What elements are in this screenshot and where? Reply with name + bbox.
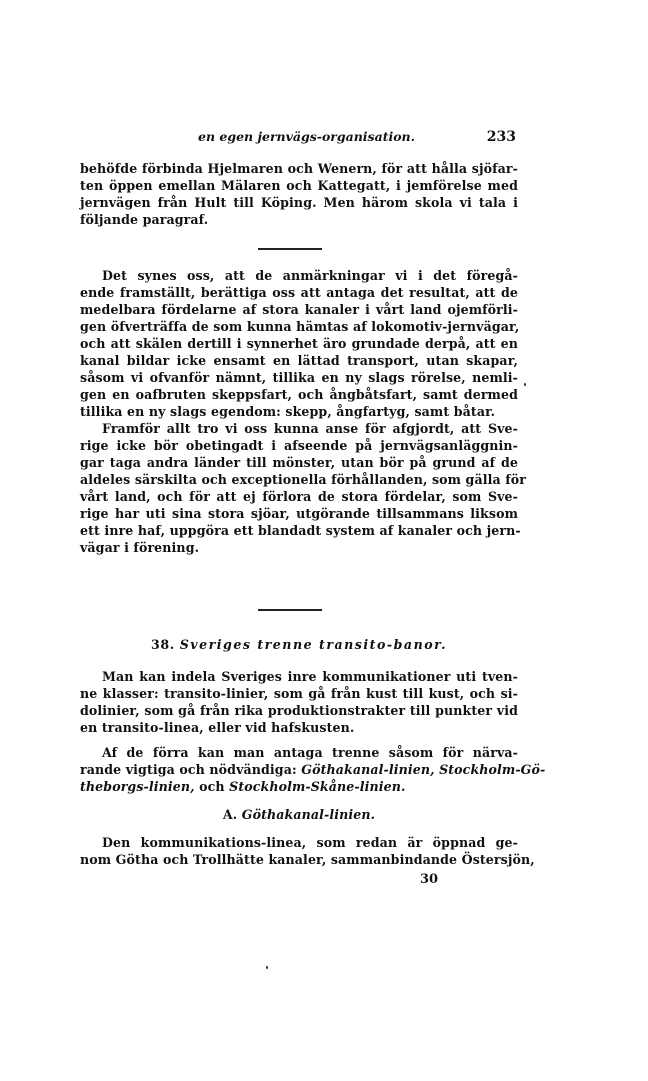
text-line: såsom vi ofvanför nämnt, tillika en ny slags rörelse, nemli- xyxy=(80,370,518,385)
text-line: rige har uti sina stora sjöar, utgörande tillsammans liksom xyxy=(80,506,518,521)
text-line: dolinier, som gå från rika produktionstrakter till punkter vid xyxy=(80,703,518,718)
emphasis-text: Stockholm-Skåne-linien. xyxy=(229,779,406,794)
section-divider xyxy=(258,248,322,250)
text-line: rige icke bör obetingadt i afseende på jernvägsanläggnin- xyxy=(80,438,518,453)
text-line: ende framställt, berättiga oss att antaga det resultat, att de xyxy=(80,285,518,300)
text-line: ett inre haf, uppgöra ett blandadt system af kanaler och jern- xyxy=(80,523,521,538)
text-line: vårt land, och för att ej förlora de stora fördelar, som Sve- xyxy=(80,489,518,504)
text-line: ne klasser: transito-linier, som gå från kust till kust, och si- xyxy=(80,686,518,701)
text-line: kanal bildar icke ensamt en lättad transport, utan skapar, xyxy=(80,353,518,368)
running-head: en egen jernvägs-organisation. xyxy=(198,129,415,144)
section-heading xyxy=(80,636,518,653)
text-fragment: och xyxy=(194,779,230,794)
subsection-letter: A. xyxy=(222,807,238,822)
text-fragment: rande vigtiga och nödvändiga: xyxy=(80,762,302,777)
text-line xyxy=(80,778,518,795)
text-line: vägar i förening. xyxy=(80,540,200,555)
text-line: medelbara fördelarne af stora kanaler i vårt land ojemförli- xyxy=(80,302,518,317)
emphasis-text: Göthakanal-linien, Stockholm-Gö- xyxy=(301,762,546,777)
emphasis-text: theborgs-linien, xyxy=(80,779,195,794)
ink-speck xyxy=(524,383,526,386)
text-line: jernvägen från Hult till Köping. Men härom skola vi tala i xyxy=(80,195,518,210)
text-line: nom Götha och Trollhätte kanaler, sammanbindande Östersjön, xyxy=(80,852,535,867)
signature-mark: 30 xyxy=(420,872,439,887)
text-line: Af de förra kan man antaga trenne såsom för närva- xyxy=(102,745,518,760)
text-line xyxy=(80,761,546,778)
subsection-title: Göthakanal-linien. xyxy=(241,807,376,822)
text-line: tillika en ny slags egendom: skepp, ångfartyg, samt båtar. xyxy=(80,404,496,419)
text-line: gar taga andra länder till mönster, utan bör på grund af de xyxy=(80,455,518,470)
text-line: Den kommunikations-linea, som redan är öppnad ge- xyxy=(102,835,518,850)
ink-speck xyxy=(266,966,268,969)
text-line: Man kan indela Sveriges inre kommunikationer uti tven- xyxy=(102,669,518,684)
page-header xyxy=(80,129,518,151)
page-number: 233 xyxy=(486,129,516,145)
text-line: behöfde förbinda Hjelmaren och Wenern, för att hålla sjöfar- xyxy=(80,161,518,176)
text-line: och att skälen dertill i synnerhet äro grundade derpå, att en xyxy=(80,336,518,351)
text-line: ten öppen emellan Mälaren och Kattegatt, i jemförelse med xyxy=(80,178,518,193)
text-line: en transito-linea, eller vid hafskusten. xyxy=(80,720,355,735)
text-line: gen öfverträffa de som kunna hämtas af lokomotiv-jernvägar, xyxy=(80,319,520,334)
section-title: Sveriges trenne transito-banor. xyxy=(179,637,447,652)
section-divider xyxy=(258,609,322,611)
text-line: aldeles särskilta och exceptionella förhållanden, som gälla för xyxy=(80,472,526,487)
text-line: gen en oafbruten skeppsfart, och ångbåtsfart, samt dermed xyxy=(80,387,518,402)
text-line: Framför allt tro vi oss kunna anse för afgjordt, att Sve- xyxy=(102,421,518,436)
section-number: 38. xyxy=(150,637,175,652)
text-line: Det synes oss, att de anmärkningar vi i det föregå- xyxy=(102,268,518,283)
subsection-heading xyxy=(80,806,518,823)
text-line: följande paragraf. xyxy=(80,212,209,227)
